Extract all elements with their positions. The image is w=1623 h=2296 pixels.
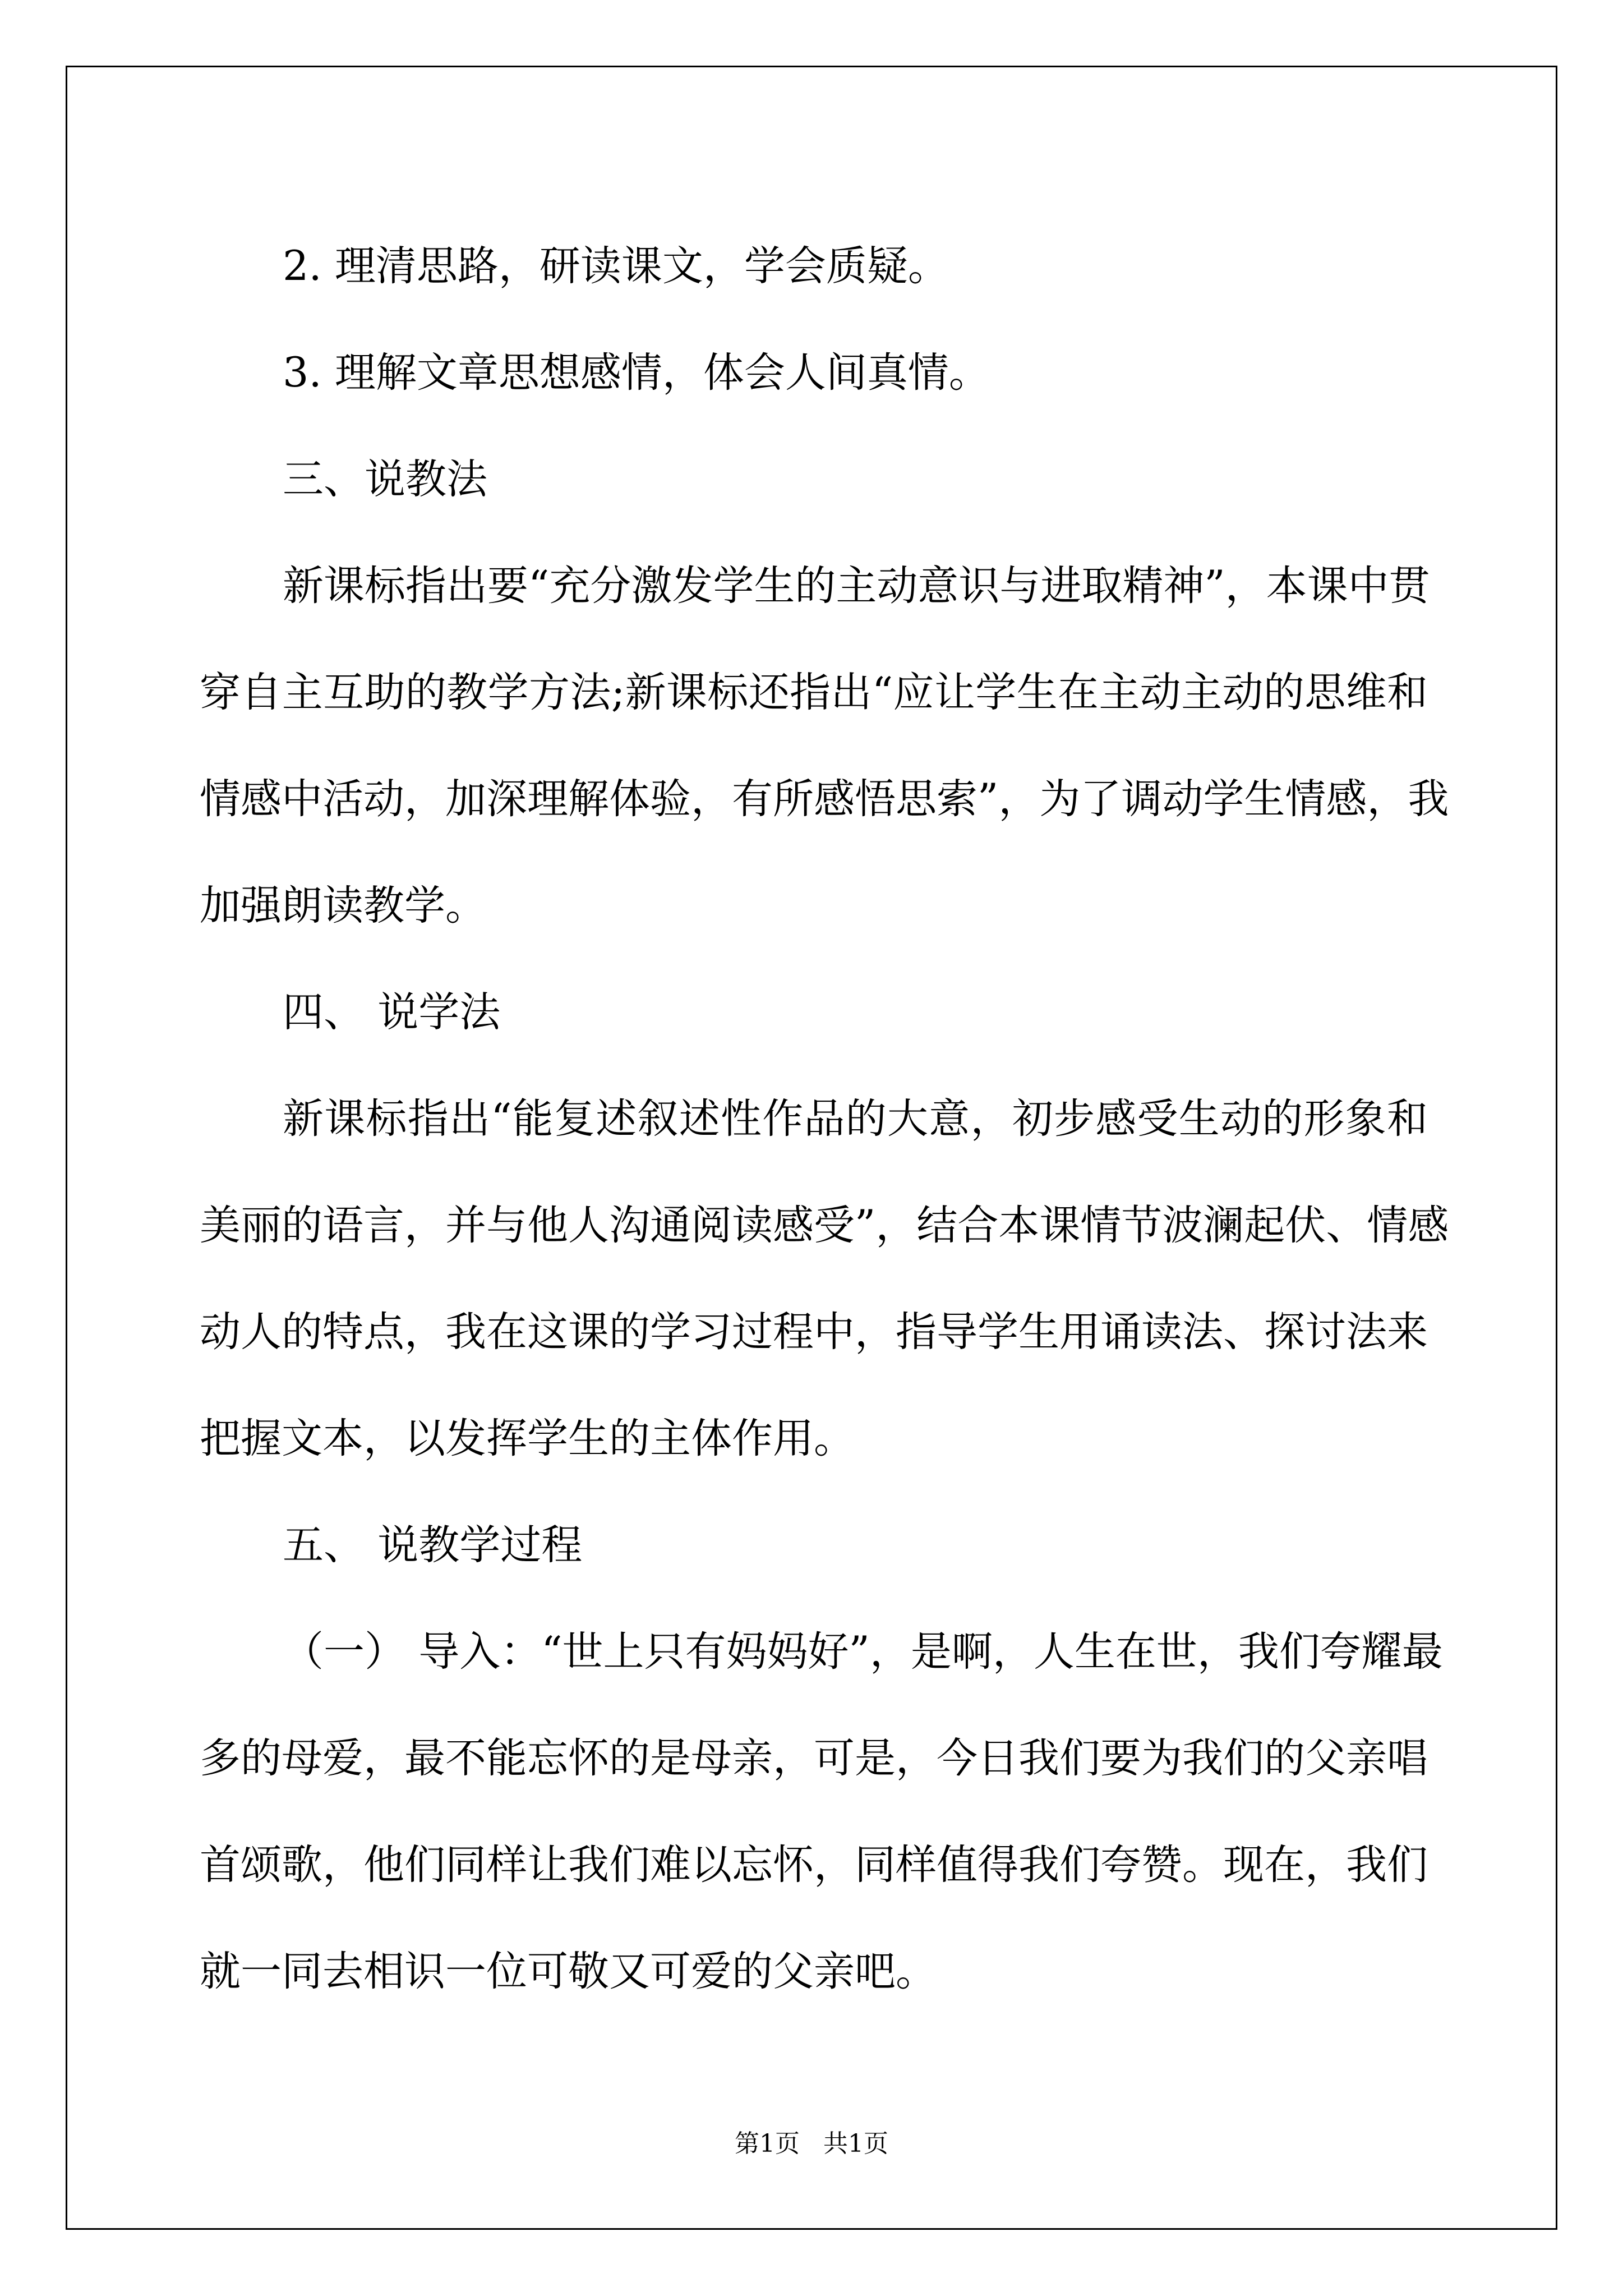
section-heading: 三、说教法 [283, 455, 487, 503]
text-line: 就一同去相识一位可敬又可爱的父亲吧。 [200, 1948, 937, 1995]
text-line: 把握文本，以发挥学生的主体作用。 [200, 1415, 855, 1462]
section-heading: 五、 说教学过程 [283, 1521, 583, 1569]
text-line: 多的母爱，最不能忘怀的是母亲，可是，今日我们要为我们的父亲唱 [200, 1734, 1428, 1782]
page-number-footer: 第1页 共1页 [735, 2129, 888, 2158]
text-line: （一） 导入：“世上只有妈妈好”，是啊，人生在世，我们夸耀最 [283, 1628, 1443, 1676]
text-line: 2. 理清思路，研读课文，学会质疑。 [283, 242, 949, 290]
text-line: 首颂歌，他们同样让我们难以忘怀，同样值得我们夸赞。现在，我们 [200, 1841, 1428, 1889]
text-line: 情感中活动，加深理解体验，有所感悟思索”，为了调动学生情感，我 [200, 775, 1449, 823]
text-line: 新课标指出要“充分激发学生的主动意识与进取精神”，本课中贯 [283, 562, 1430, 610]
text-line: 3. 理解文章思想感情，体会人间真情。 [283, 349, 990, 397]
section-heading: 四、 说学法 [283, 988, 501, 1036]
text-line: 美丽的语言，并与他人沟通阅读感受”，结合本课情节波澜起伏、情感 [200, 1202, 1449, 1249]
text-line: 新课标指出“能复述叙述性作品的大意，初步感受生动的形象和 [283, 1095, 1428, 1143]
text-line: 加强朗读教学。 [200, 882, 486, 930]
text-line: 动人的特点，我在这课的学习过程中，指导学生用诵读法、探讨法来 [200, 1308, 1428, 1356]
document-body [200, 213, 1449, 2025]
text-line: 穿自主互助的教学方法;新课标还指出“应让学生在主动主动的思维和 [200, 669, 1428, 716]
